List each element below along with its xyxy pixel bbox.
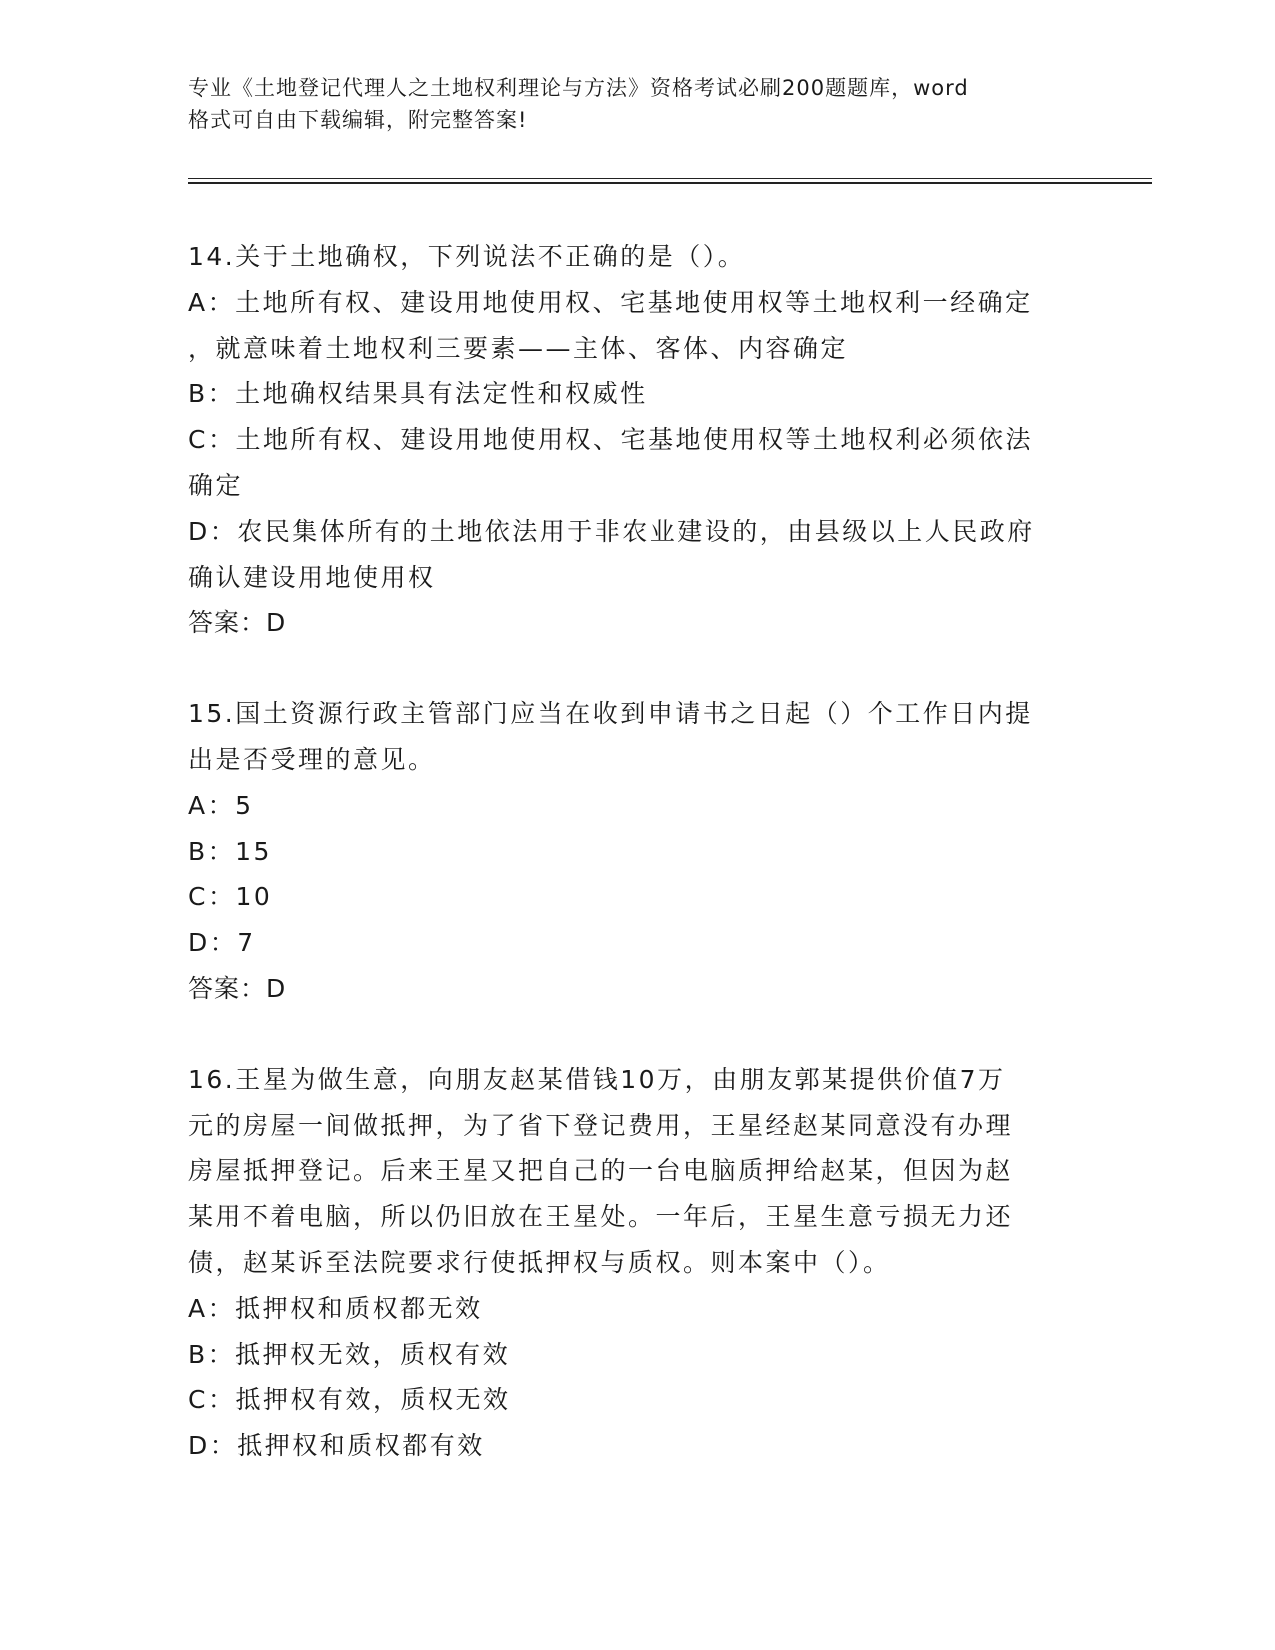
option-b: B：15	[188, 836, 272, 866]
document-header	[188, 72, 1068, 136]
question-stem-line: 房屋抵押登记。后来王星又把自己的一台电脑质押给赵某，但因为赵	[188, 1156, 1014, 1186]
option-a: A：土地所有权、建设用地使用权、宅基地使用权等土地权利一经确定 ，就意味着土地权利三要素——主体、客体、内容确定	[188, 287, 1033, 363]
question-16	[188, 1057, 1088, 1469]
answer-label: 答案：D	[188, 973, 287, 1003]
option-d: D：抵押权和质权都有效	[188, 1431, 485, 1461]
header-line-1: 专业《土地登记代理人之土地权利理论与方法》资格考试必刷200题题库，word	[188, 76, 969, 100]
option-c: C：10	[188, 882, 273, 912]
option-c: C：抵押权有效，质权无效	[188, 1385, 511, 1415]
option-a: A：抵押权和质权都无效	[188, 1293, 483, 1323]
question-15	[188, 691, 1088, 1012]
question-stem: 14.关于土地确权，下列说法不正确的是（）。	[188, 242, 746, 271]
question-stem-line: 15.国土资源行政主管部门应当在收到申请书之日起（）个工作日内提	[188, 699, 1033, 729]
answer-label: 答案：D	[188, 608, 287, 638]
question-stem-line: 出是否受理的意见。	[188, 744, 436, 774]
option-c: C：土地所有权、建设用地使用权、宅基地使用权等土地权利必须依法 确定	[188, 425, 1033, 500]
question-stem-line: 债，赵某诉至法院要求行使抵押权与质权。则本案中（）。	[188, 1247, 891, 1277]
header-divider-thick	[188, 182, 1152, 184]
question-stem-line: 元的房屋一间做抵押，为了省下登记费用，王星经赵某同意没有办理	[188, 1110, 1014, 1140]
option-b: B：抵押权无效，质权有效	[188, 1339, 511, 1369]
option-a: A：5	[188, 790, 254, 820]
question-list	[188, 234, 1088, 1469]
header-divider-thin	[188, 178, 1152, 179]
option-d: D：7	[188, 928, 256, 958]
option-b: B：土地确权结果具有法定性和权威性	[188, 379, 648, 409]
question-stem-line: 16.王星为做生意，向朋友赵某借钱10万，由朋友郭某提供价值7万	[188, 1064, 1006, 1094]
header-line-2: 格式可自由下载编辑，附完整答案!	[188, 108, 528, 132]
option-d: D：农民集体所有的土地依法用于非农业建设的，由县级以上人民政府 确认建设用地使用权	[188, 516, 1035, 592]
question-stem-line: 某用不着电脑，所以仍旧放在王星处。一年后，王星生意亏损无力还	[188, 1202, 1014, 1232]
question-14	[188, 234, 1088, 646]
